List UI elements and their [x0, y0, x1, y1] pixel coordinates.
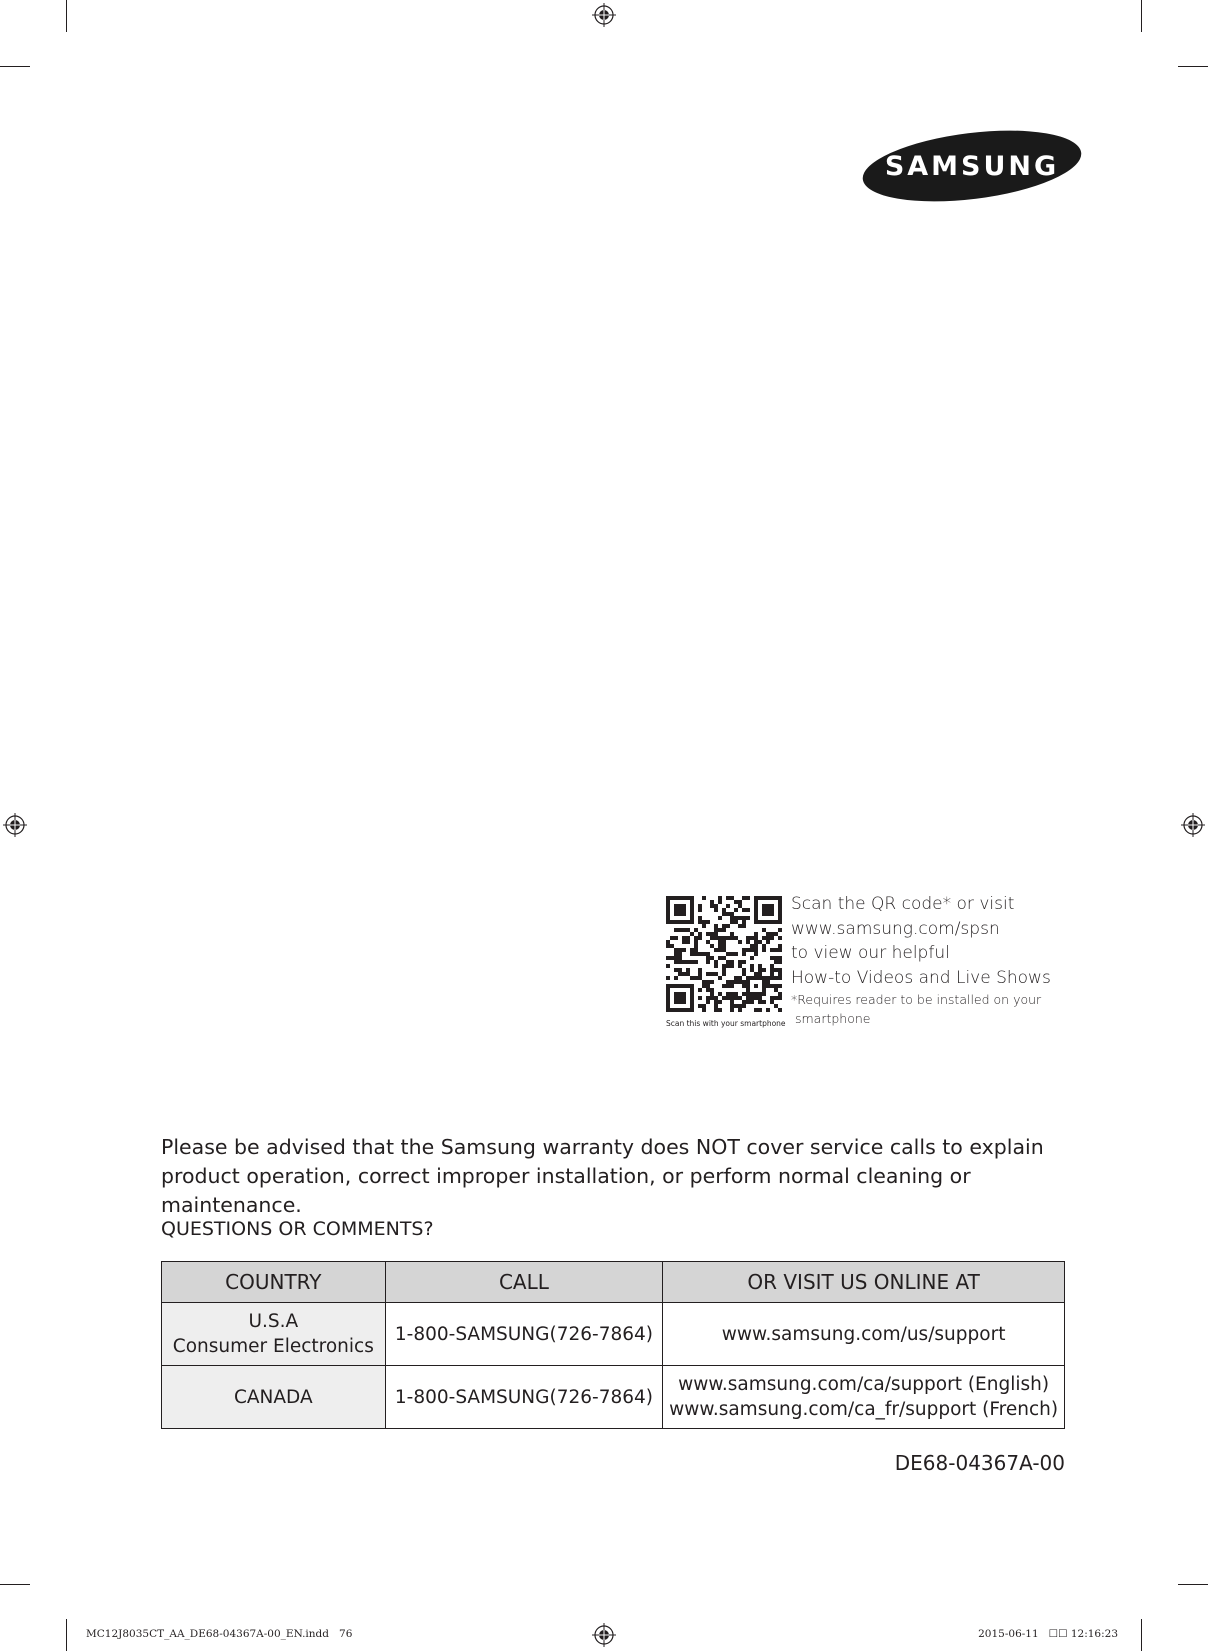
column-header-call: CALL	[385, 1262, 663, 1303]
call-cell[interactable]: 1-800-SAMSUNG(726-7864)	[385, 1366, 663, 1429]
country-cell	[162, 1366, 386, 1429]
qr-url[interactable]: www.samsung.com/spsn	[791, 918, 1000, 939]
crop-mark	[1141, 1619, 1142, 1651]
qr-note: *Requires reader to be installed on your	[791, 992, 1042, 1007]
crop-mark	[1178, 1584, 1208, 1585]
column-header-country: COUNTRY	[162, 1262, 386, 1303]
support-link[interactable]: www.samsung.com/us/support	[721, 1323, 1006, 1345]
registration-mark-icon	[592, 1623, 616, 1647]
questions-heading: QUESTIONS OR COMMENTS?	[161, 1218, 434, 1240]
qr-instructions	[791, 892, 1051, 1028]
qr-line: to view our helpful	[791, 943, 950, 963]
logo-text: SAMSUNG	[884, 151, 1060, 182]
registration-mark-icon	[1181, 813, 1205, 837]
support-link[interactable]: www.samsung.com/ca_fr/support (French)	[669, 1399, 1059, 1420]
qr-caption: Scan this with your smartphone	[666, 1019, 786, 1028]
warranty-notice	[161, 1133, 1081, 1220]
crop-mark	[0, 1584, 30, 1585]
qr-code	[666, 896, 782, 1012]
slug-filename: MC12J8035CT_AA_DE68-04367A-00_EN.indd 76	[86, 1628, 353, 1640]
registration-mark-icon	[592, 3, 616, 27]
qr-line: How-to Videos and Live Shows	[791, 967, 1051, 988]
online-cell	[663, 1303, 1065, 1366]
crop-mark	[1178, 66, 1208, 67]
crop-mark	[66, 0, 67, 32]
table-header-row	[162, 1262, 1065, 1303]
notice-line: Please be advised that the Samsung warranty does NOT cover service calls to explain	[161, 1135, 1044, 1159]
table-row	[162, 1303, 1065, 1366]
country-line: Consumer Electronics	[172, 1336, 374, 1357]
qr-note: smartphone	[791, 1011, 871, 1026]
qr-line: Scan the QR code* or visit	[791, 894, 1015, 914]
table-row	[162, 1366, 1065, 1429]
crop-mark	[1141, 0, 1142, 32]
column-header-online: OR VISIT US ONLINE AT	[663, 1262, 1065, 1303]
support-link[interactable]: www.samsung.com/ca/support (English)	[678, 1374, 1050, 1395]
samsung-logo	[860, 128, 1084, 204]
online-cell	[663, 1366, 1065, 1429]
slug-datetime: 2015-06-11 ☐☐ 12:16:23	[978, 1628, 1118, 1640]
country-line: U.S.A	[248, 1311, 299, 1332]
crop-mark	[0, 66, 30, 67]
call-cell[interactable]: 1-800-SAMSUNG(726-7864)	[385, 1303, 663, 1366]
support-table	[161, 1261, 1065, 1429]
country-line: CANADA	[233, 1386, 313, 1408]
registration-mark-icon	[3, 813, 27, 837]
crop-mark	[66, 1619, 67, 1651]
notice-line: product operation, correct improper installation, or perform normal cleaning or maintenance.	[161, 1164, 971, 1217]
document-code: DE68-04367A-00	[894, 1451, 1065, 1475]
country-cell	[162, 1303, 386, 1366]
